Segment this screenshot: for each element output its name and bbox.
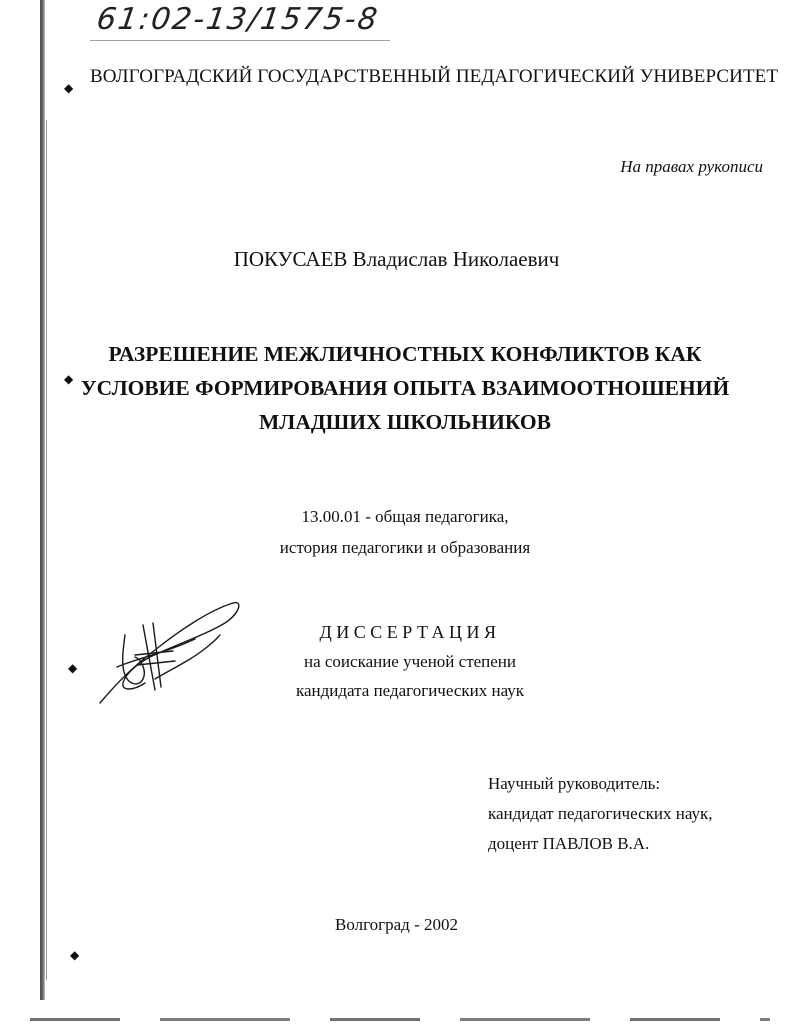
dissertation-heading: ДИССЕРТАЦИЯ: [319, 622, 501, 642]
title-line: МЛАДШИХ ШКОЛЬНИКОВ: [259, 410, 551, 434]
dissertation-title: [80, 337, 730, 439]
manuscript-note: На правах рукописи: [620, 157, 763, 176]
supervisor-degree: кандидат педагогических наук,: [488, 804, 713, 823]
signature-icon: [95, 595, 245, 710]
archive-code-underline: [90, 40, 390, 41]
supervisor-block: [488, 769, 713, 859]
punch-mark: ◆: [64, 372, 74, 386]
degree-line: кандидата педагогических наук: [295, 681, 525, 700]
scan-binding-edge: [40, 0, 45, 1000]
dissertation-type: [250, 618, 570, 705]
archive-code: 61:02-13/1575-8: [94, 2, 382, 37]
supervisor-label: Научный руководитель:: [488, 774, 661, 793]
title-line: УСЛОВИЕ ФОРМИРОВАНИЯ ОПЫТА ВЗАИМООТНОШЕНИЙ: [80, 376, 730, 400]
title-line: РАЗРЕШЕНИЕ МЕЖЛИЧНОСТНЫХ КОНФЛИКТОВ КАК: [108, 342, 702, 366]
scan-bottom-edge: [30, 1018, 770, 1021]
university-name: ВОЛГОГРАДСКИЙ ГОСУДАРСТВЕННЫЙ ПЕДАГОГИЧЕСКИЙ УНИВЕРСИТЕТ: [90, 66, 779, 87]
supervisor-name: доцент ПАВЛОВ В.А.: [488, 834, 650, 853]
city-year: Волгоград - 2002: [335, 915, 458, 934]
specialty-description: история педагогики и образования: [279, 538, 531, 557]
punch-mark: ◆: [70, 948, 80, 962]
punch-mark: ◆: [68, 661, 78, 675]
specialty: [240, 501, 570, 563]
degree-line: на соискание ученой степени: [303, 652, 517, 671]
punch-mark: ◆: [64, 81, 74, 95]
specialty-code: 13.00.01 - общая педагогика,: [301, 507, 509, 526]
author-name: ПОКУСАЕВ Владислав Николаевич: [233, 247, 560, 271]
